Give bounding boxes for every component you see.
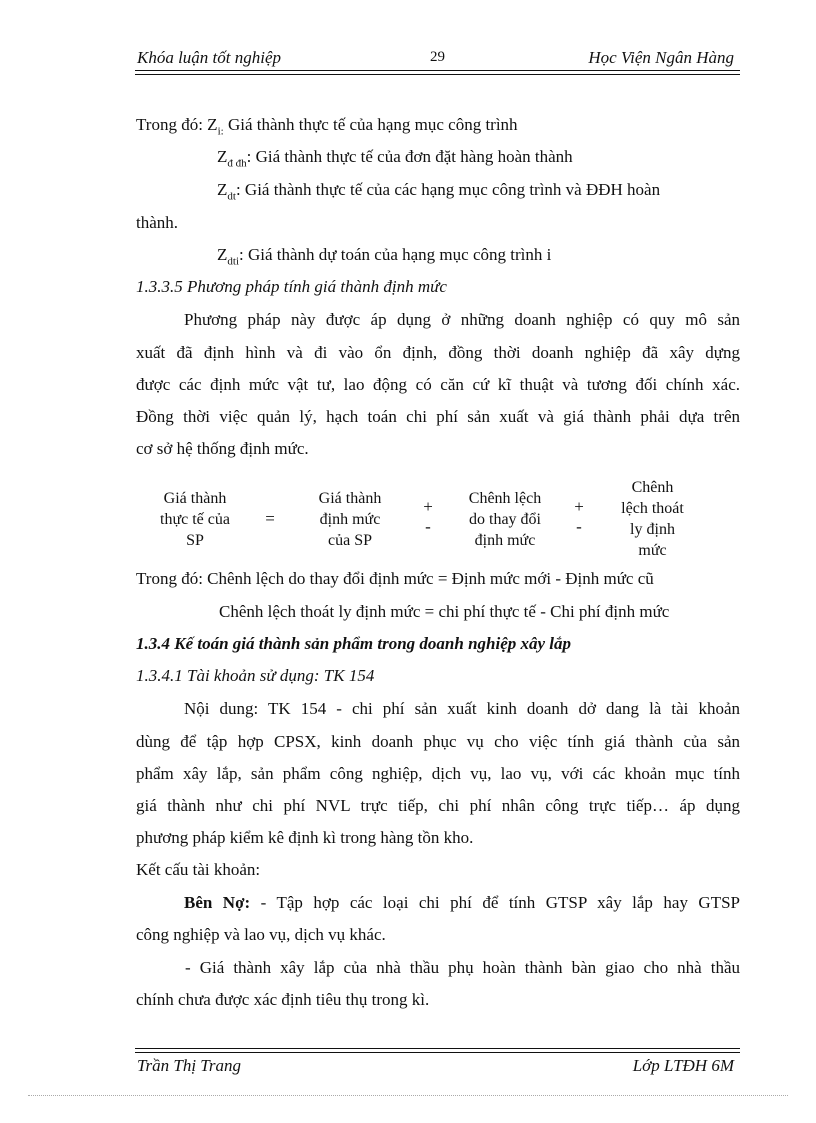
para1-line3: được các định mức vật tư, lao động có căn cứ kĩ thuật và tương đối chính xác. [136, 375, 740, 394]
para2-line3: phẩm xây lắp, sản phẩm công nghiệp, dịch vụ, lao vụ, với các khoản mục tính [136, 764, 740, 783]
page-number: 29 [430, 49, 445, 65]
formula-plus-minus-2: + - [574, 497, 584, 536]
def-zdt-cont: thành. [136, 213, 179, 232]
footer-right: Lớp LTĐH 6M [632, 1056, 734, 1075]
header-right: Học Viện Ngân Hàng [588, 48, 734, 67]
page-header [135, 48, 740, 70]
debit-side-line4: chính chưa được xác định tiêu thụ trong kì. [136, 990, 430, 1009]
def-zdti: $Z_{dti}$: Giá thành dự toán của hạng mục công trình i [217, 245, 552, 268]
para1-line4: Đồng thời việc quản lý, hạch toán chi phí sản xuất và giá thành phải dựa trên [136, 407, 740, 426]
debit-side-line2: công nghiệp và lao vụ, dịch vụ khác. [136, 925, 386, 944]
section-heading-1341: 1.3.4.1 Tài khoản sử dụng: TK 154 [136, 666, 375, 685]
para2-line5: phương pháp kiểm kê định kì trong hàng tồn kho. [136, 828, 474, 847]
para2-line1: Nội dung: TK 154 - chi phí sản xuất kinh doanh dở dang là tài khoản [184, 699, 740, 718]
explain-line2: Chênh lệch thoát ly định mức = chi phí thực tế - Chi phí định mức [219, 602, 670, 621]
formula-term-norm-cost: Giá thành định mức của SP [318, 490, 382, 549]
formula-plus-minus-1: + - [423, 497, 433, 536]
formula-equals: = [265, 509, 275, 528]
footer-left: Trần Thị Trang [137, 1056, 241, 1075]
formula-term-norm-change: Chênh lệch do thay đổi định mức [468, 490, 542, 549]
formula-term-actual-cost: Giá thành thực tế của SP [160, 490, 230, 549]
header-rule [135, 70, 740, 75]
para2-line2: dùng để tập hợp CPSX, kinh doanh phục vụ cho việc tính giá thành của sản [136, 732, 740, 751]
def-zi: Trong đó: $Z_{i:}$ Giá thành thực tế của hạng mục công trình [136, 115, 518, 138]
explain-line1: Trong đó: Chênh lệch do thay đổi định mức = Định mức mới - Định mức cũ [136, 569, 654, 588]
formula-term-norm-deviation: Chênh lệch thoát ly định mức [621, 479, 684, 559]
footer-rule [135, 1048, 740, 1053]
header-left: Khóa luận tốt nghiệp [137, 48, 282, 67]
account-structure-label: Kết cấu tài khoản: [136, 860, 261, 879]
para1-line1: Phương pháp này được áp dụng ở những doanh nghiệp có quy mô sản [184, 310, 740, 329]
debit-side-line3: - Giá thành xây lắp của nhà thầu phụ hoàn thành bàn giao cho nhà thầu [185, 958, 740, 977]
section-heading-134: 1.3.4 Kế toán giá thành sản phẩm trong doanh nghiệp xây lắp [136, 634, 572, 653]
para2-line4: giá thành như chi phí NVL trực tiếp, chi phí nhân công trực tiếp… áp dụng [136, 796, 740, 815]
debit-side-label: Bên Nợ: [184, 893, 251, 912]
section-heading-1335: 1.3.3.5 Phương pháp tính giá thành định mức [136, 277, 447, 296]
page-bottom-dotted-line [28, 1095, 788, 1096]
page-footer [135, 1056, 740, 1078]
debit-side-line1: Bên Nợ: - Tập hợp các loại chi phí để tính GTSP xây lắp hay GTSP [184, 893, 740, 912]
def-zdt: $Z_{dt}$: Giá thành thực tế của các hạng mục công trình và ĐĐH hoàn [217, 180, 661, 203]
para1-line2: xuất đã định hình và đi vào ổn định, đồng thời doanh nghiệp đã xây dựng [136, 343, 740, 362]
def-zddh: $Z_{đ đh}$: Giá thành thực tế của đơn đặt hàng hoàn thành [217, 147, 573, 170]
para1-line5: cơ sở hệ thống định mức. [136, 439, 309, 458]
